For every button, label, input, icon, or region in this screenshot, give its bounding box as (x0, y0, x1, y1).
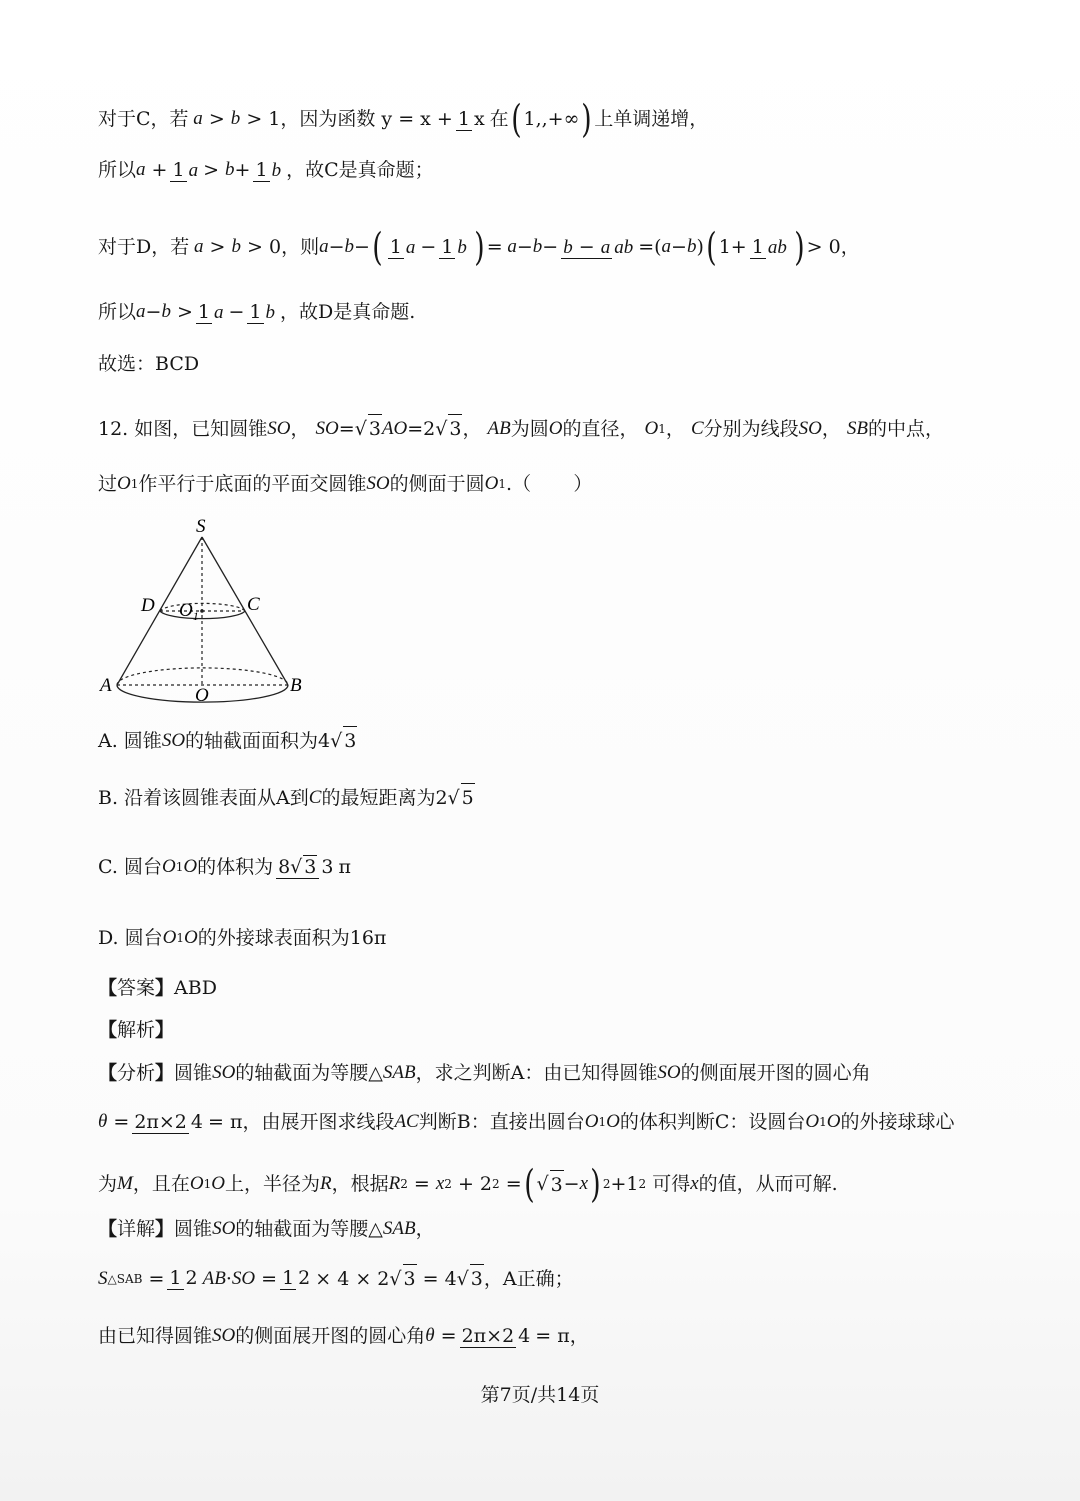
point-o1 (200, 609, 204, 613)
option-b: B. 沿着该圆锥表面从A到 C 的最短距离为2√ 5 (98, 783, 475, 812)
line-c-conclusion: 所以 a + 1 a > b + 1 b ，故C是真命题； (98, 158, 434, 181)
line-choose: 故选：BCD (98, 353, 200, 375)
question-12-line1: 12. 如图，已知圆锥 SO ， SO =√ 3 AO =2√ 3 ， AB 为圆 O 的直径， O 1 ， C 分别为线段 SO ， SB 的中点， (98, 414, 944, 443)
label-a: A (100, 675, 112, 696)
label-o1-sub: 1 (192, 609, 199, 623)
detail-line1: 【 详解 】 圆锥 SO 的轴截面为等腰△ SAB ， (98, 1218, 435, 1240)
label-c: C (247, 594, 260, 615)
label-b: B (290, 675, 302, 696)
option-a: A. 圆锥 SO 的轴截面面积为4√ 3 (98, 726, 357, 755)
analysis-line3: 为 M ，且在 O 1 O 上，半径为 R ，根据 R 2 = x 2 + 2 2 = ( √ 3 − x ) 2 +1 2 可得 x 的值，从而可解. (98, 1162, 838, 1206)
detail-line3: 由已知得圆锥 SO 的侧面展开图的圆心角 θ = 2π×2 4 = π， (98, 1324, 589, 1347)
analysis-line1: 【 分析 】 圆锥 SO 的轴截面为等腰△ SAB ，求之判断A：由已知得圆锥 SO 的侧面展开图的圆心角 (98, 1062, 871, 1084)
label-d: D (141, 595, 155, 616)
question-12-line2: 过 O 1 作平行于底面的平面交圆锥 SO 的侧面于圆 O 1 .（ ） (98, 473, 593, 495)
line-d-condition: 对于D，若 a > b > 0，则 a − b − ( 1 a − 1 b ) = a − b − b − a ab = ( a − b ) ( 1+ 1 ab ) > 0， (98, 225, 860, 269)
line-d-conclusion: 所以 a − b > 1 a − 1 b ，故D是真命题. (98, 300, 416, 323)
option-d: D. 圆台 O 1 O 的外接球表面积为16π (98, 927, 387, 949)
label-s: S (196, 516, 206, 537)
cone-figure (95, 512, 315, 712)
analysis-line2: θ = 2π×2 4 = π，由展开图求线段 AC 判断B：直接出圆台 O 1 O 的体积判断C：设圆台 O 1 O 的外接球球心 (98, 1110, 955, 1133)
jiexi-header: 【 解析 】 (98, 1019, 175, 1041)
line-c-condition: 对于C，若 a > b > 1，因为函数 y = x + 1 x 在 ( 1,,+∞ ) 上单调递增， (98, 97, 709, 141)
answer: 【 答案 】 ABD (98, 977, 217, 999)
detail-line2: S △SAB = 1 2 AB · SO = 1 2 × 4 × 2√ 3 = 4√ 3 ，A正确； (98, 1264, 574, 1293)
option-c: C. 圆台 O 1 O 的体积为 8√ 3 3 π (98, 855, 351, 878)
label-o1-letter: O (179, 600, 193, 621)
label-o: O (195, 685, 209, 706)
page-footer: 第7页/共14页 (480, 1384, 600, 1406)
